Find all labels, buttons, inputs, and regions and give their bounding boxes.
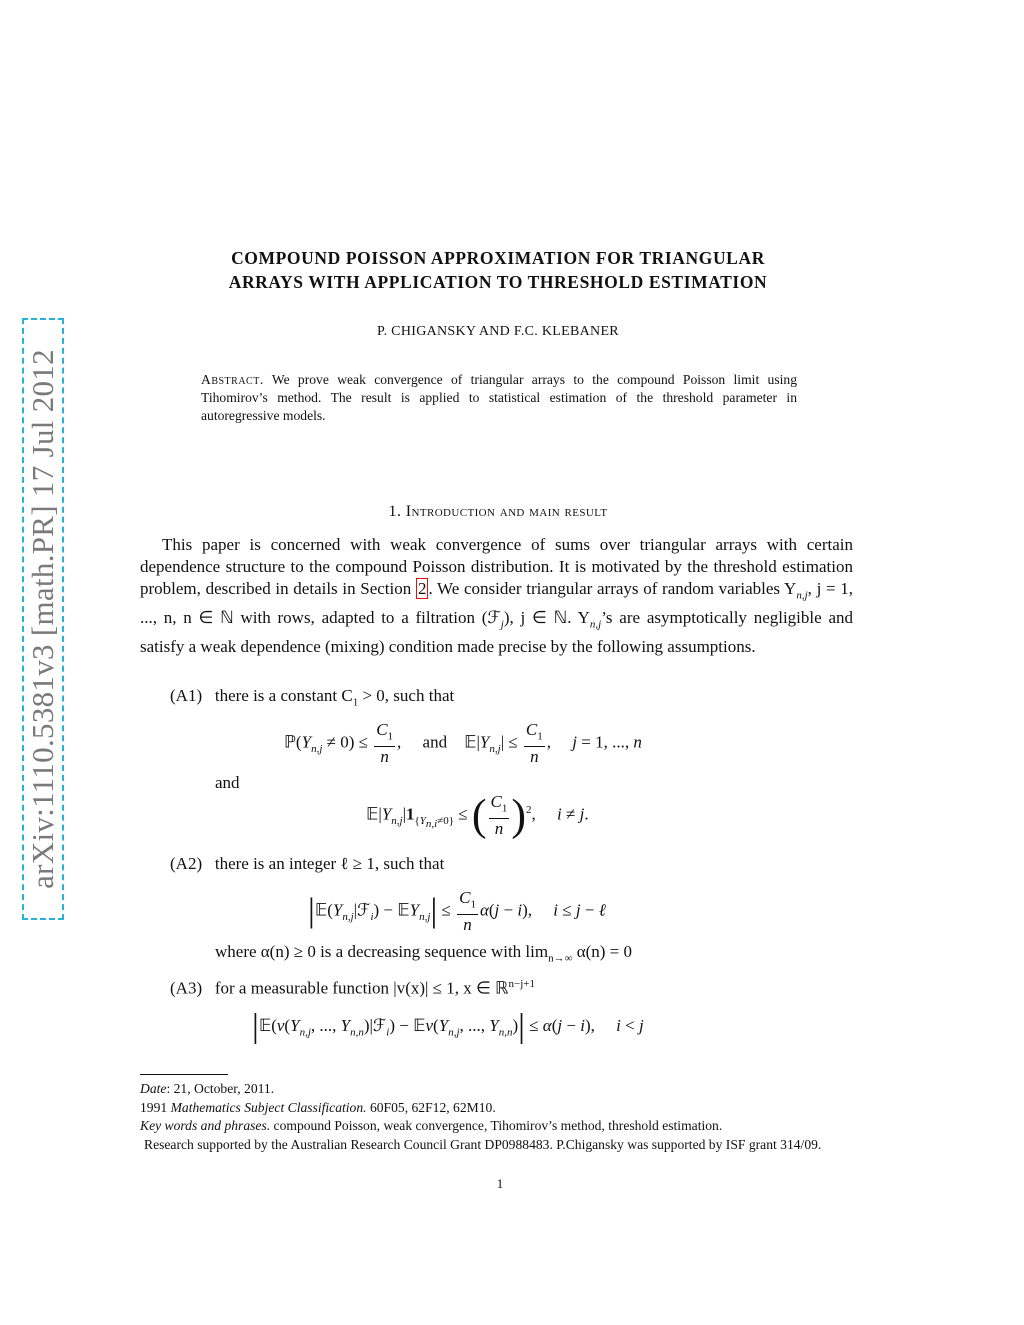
equation-a1-2: $𝔼|Y_{n,j}|1_{\{Y_{n,i}\ne 0\}}$ ≤ ( $\frac{C_1}{n}$ )$^2$, i ≠ j. (366, 790, 589, 840)
assumption-a2 (170, 854, 444, 874)
abstract-text: We prove weak convergence of triangular arrays to the compound Poisson limit using Tihomirov’s method. The result is applied to statistical estimation of the threshold parameter in autoregressive models. (201, 372, 798, 423)
a2-text: there is an integer ℓ ≥ 1, such that (214, 854, 445, 873)
arxiv-stamp-text: arXiv:1110.5381v3 [math.PR] 17 Jul 2012 (25, 349, 60, 889)
footnote-rule (140, 1074, 228, 1075)
section-heading (140, 503, 856, 521)
a1-label: (A1) (170, 686, 203, 705)
a3-label: (A3) (170, 978, 203, 998)
msc-label: Mathematics Subject Classification. (170, 1099, 367, 1115)
equation-a1-1: $ℙ(Y_{n,j} \ne 0)$ ≤ $\frac{C_1}{n}$ , and $𝔼|Y_{n,j}|$ ≤ $\frac{C_1}{n}$ , j = 1, ..., n (284, 720, 642, 767)
title-line-2: ARRAYS WITH APPLICATION TO THRESHOLD ESTIMATION (228, 272, 768, 292)
a3-text: for a measurable function |v(x)| ≤ 1, x ∈ ℝ (214, 978, 509, 998)
footnote-date (140, 1080, 853, 1099)
footnotes (140, 1080, 853, 1154)
intro-text-2: . We consider triangular arrays of random variables Y (428, 578, 797, 598)
assumption-a3 (170, 978, 535, 999)
keywords-value: compound Poisson, weak convergence, Tihomirov’s method, threshold estimation. (270, 1118, 723, 1134)
a2-label: (A2) (170, 854, 203, 873)
intro-text-4: ), j ∈ ℕ. Y (503, 608, 590, 628)
section-title: Introduction and main result (405, 503, 608, 520)
footnote-funding: Research supported by the Australian Research Council Grant DP0988483. P.Chigansky was supported by ISF grant 314/09. (144, 1136, 822, 1152)
section-ref-link[interactable]: 2 (417, 578, 427, 598)
authors: P. CHIGANSKY AND F.C. KLEBANER (377, 324, 619, 339)
a2-where-sub: n→∞ (548, 952, 573, 965)
arxiv-stamp (22, 318, 64, 920)
keywords-label: Key words and phrases. (140, 1118, 271, 1134)
date-label: Date (140, 1081, 167, 1096)
intro-paragraph: This paper is concerned with weak convergence of sums over triangular arrays with certain dependence structure to the compound Poisson distribution. It is motivated by the threshold estimation problem, described in details in Section 2 . We consider triangular arrays of random variables $Y_{n,j}$, j = 1, ..., n, n ∈ ℕ with rows, adapted to a filtration (ℱ$_j$), j ∈ ℕ. $Y_{n,j}’s$ are asymptotically negligible and satisfy a weak dependence (mixing) condition made precise by the following assumptions. (140, 535, 854, 657)
a1-text-2: > 0, such that (358, 686, 455, 705)
footnote-keywords (140, 1117, 853, 1136)
abstract-label: Abstract. (201, 372, 264, 387)
msc-year: 1991 (140, 1099, 171, 1115)
section-number: 1. (388, 503, 402, 520)
intro-text-5: ’s are asymptotically negligible and satisfy a weak dependence (mixing) condition made precise by the following assumptions. (140, 608, 853, 657)
equation-a3: $|𝔼(v(Y_{n,j}$, ..., $Y_{n,n})|ℱ_i$) − $𝔼v(Y_{n,j}$, ..., $Y_{n,n})| \le \alpha(j - i)$, i < j (252, 1008, 644, 1045)
msc-value: 60F05, 62F12, 62M10. (366, 1099, 496, 1115)
intro-text-1: This paper is concerned with weak convergence of sums over triangular arrays with certain dependence structure to the compound Poisson distribution. It is motivated by the threshold estimation problem, described in details in Section (140, 535, 853, 598)
a2-where-text: where α(n) ≥ 0 is a decreasing sequence with lim (215, 942, 549, 961)
footnote-msc (140, 1099, 853, 1118)
a1-and: and (215, 773, 240, 792)
paper-title (140, 246, 856, 294)
title-line-1: COMPOUND POISSON APPROXIMATION FOR TRIANGULAR (231, 248, 765, 268)
assumption-a1: (A1) there is a constant $C_1 > 0$, such that (170, 686, 455, 709)
date-value: : 21, October, 2011. (166, 1081, 275, 1096)
a2-where-end: α(n) = 0 (572, 942, 633, 961)
page-number: 1 (496, 1176, 504, 1191)
a1-text: there is a constant C (214, 686, 353, 705)
a2-where (215, 942, 632, 964)
intro-text-3: , j = 1, ..., n, n ∈ ℕ with rows, adapted to a filtration (ℱ (140, 578, 854, 628)
a3-sup: n−j+1 (508, 978, 535, 990)
equation-a2: $|𝔼(Y_{n,j}|ℱ_i)$ − 𝔼Y$_{n,j}$| ≤ $\frac{C_1}{n}$ α(j − i), i ≤ j − ℓ (308, 888, 606, 935)
abstract (201, 371, 797, 425)
